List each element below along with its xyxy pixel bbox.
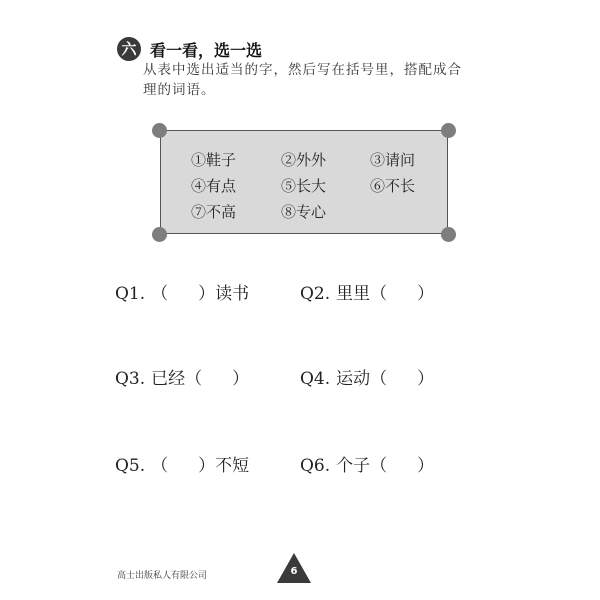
question-q2 — [300, 279, 434, 304]
publisher-name: 高士出版私人有限公司 — [117, 571, 208, 581]
question-label: Q4. — [300, 369, 331, 389]
question-label: Q5. — [115, 456, 146, 476]
option-item: ⑧专心 — [281, 203, 327, 221]
question-after: ） — [417, 456, 435, 476]
page-number: 6 — [290, 566, 298, 577]
instruction-line-2: 理的词语。 — [143, 82, 216, 98]
question-before: （ — [151, 456, 169, 476]
option-item: ④有点 — [191, 177, 237, 195]
option-item: ②外外 — [281, 151, 327, 169]
question-q1 — [115, 279, 249, 304]
option-item: ⑦不高 — [191, 203, 237, 221]
section-title: 看一看，选一选 — [150, 41, 263, 60]
box-corner-dot — [441, 227, 456, 242]
question-q4 — [300, 364, 434, 389]
question-after: ） — [417, 284, 435, 304]
question-after: ） — [232, 369, 250, 389]
box-corner-dot — [441, 123, 456, 138]
option-item: ③请问 — [370, 151, 416, 169]
question-after: ）不短 — [198, 456, 250, 476]
instruction-text — [143, 60, 483, 100]
option-item: ⑤长大 — [281, 177, 327, 195]
question-q3 — [115, 364, 249, 389]
box-corner-dot — [152, 227, 167, 242]
section-number-badge: 六 — [117, 37, 141, 61]
question-before: 运动（ — [336, 369, 388, 389]
question-label: Q2. — [300, 284, 331, 304]
option-item: ⑥不长 — [370, 177, 416, 195]
question-label: Q1. — [115, 284, 146, 304]
question-q6 — [300, 451, 434, 476]
question-after: ） — [417, 369, 435, 389]
question-before: （ — [151, 284, 169, 304]
question-before: 已经（ — [151, 369, 203, 389]
option-item: ①鞋子 — [191, 151, 237, 169]
question-before: 个子（ — [336, 456, 388, 476]
instruction-line-1: 从表中选出适当的字，然后写在括号里，搭配成合 — [143, 62, 462, 78]
question-label: Q6. — [300, 456, 331, 476]
question-label: Q3. — [115, 369, 146, 389]
question-after: ）读书 — [198, 284, 250, 304]
box-corner-dot — [152, 123, 167, 138]
question-q5 — [115, 451, 249, 476]
question-before: 里里（ — [336, 284, 388, 304]
